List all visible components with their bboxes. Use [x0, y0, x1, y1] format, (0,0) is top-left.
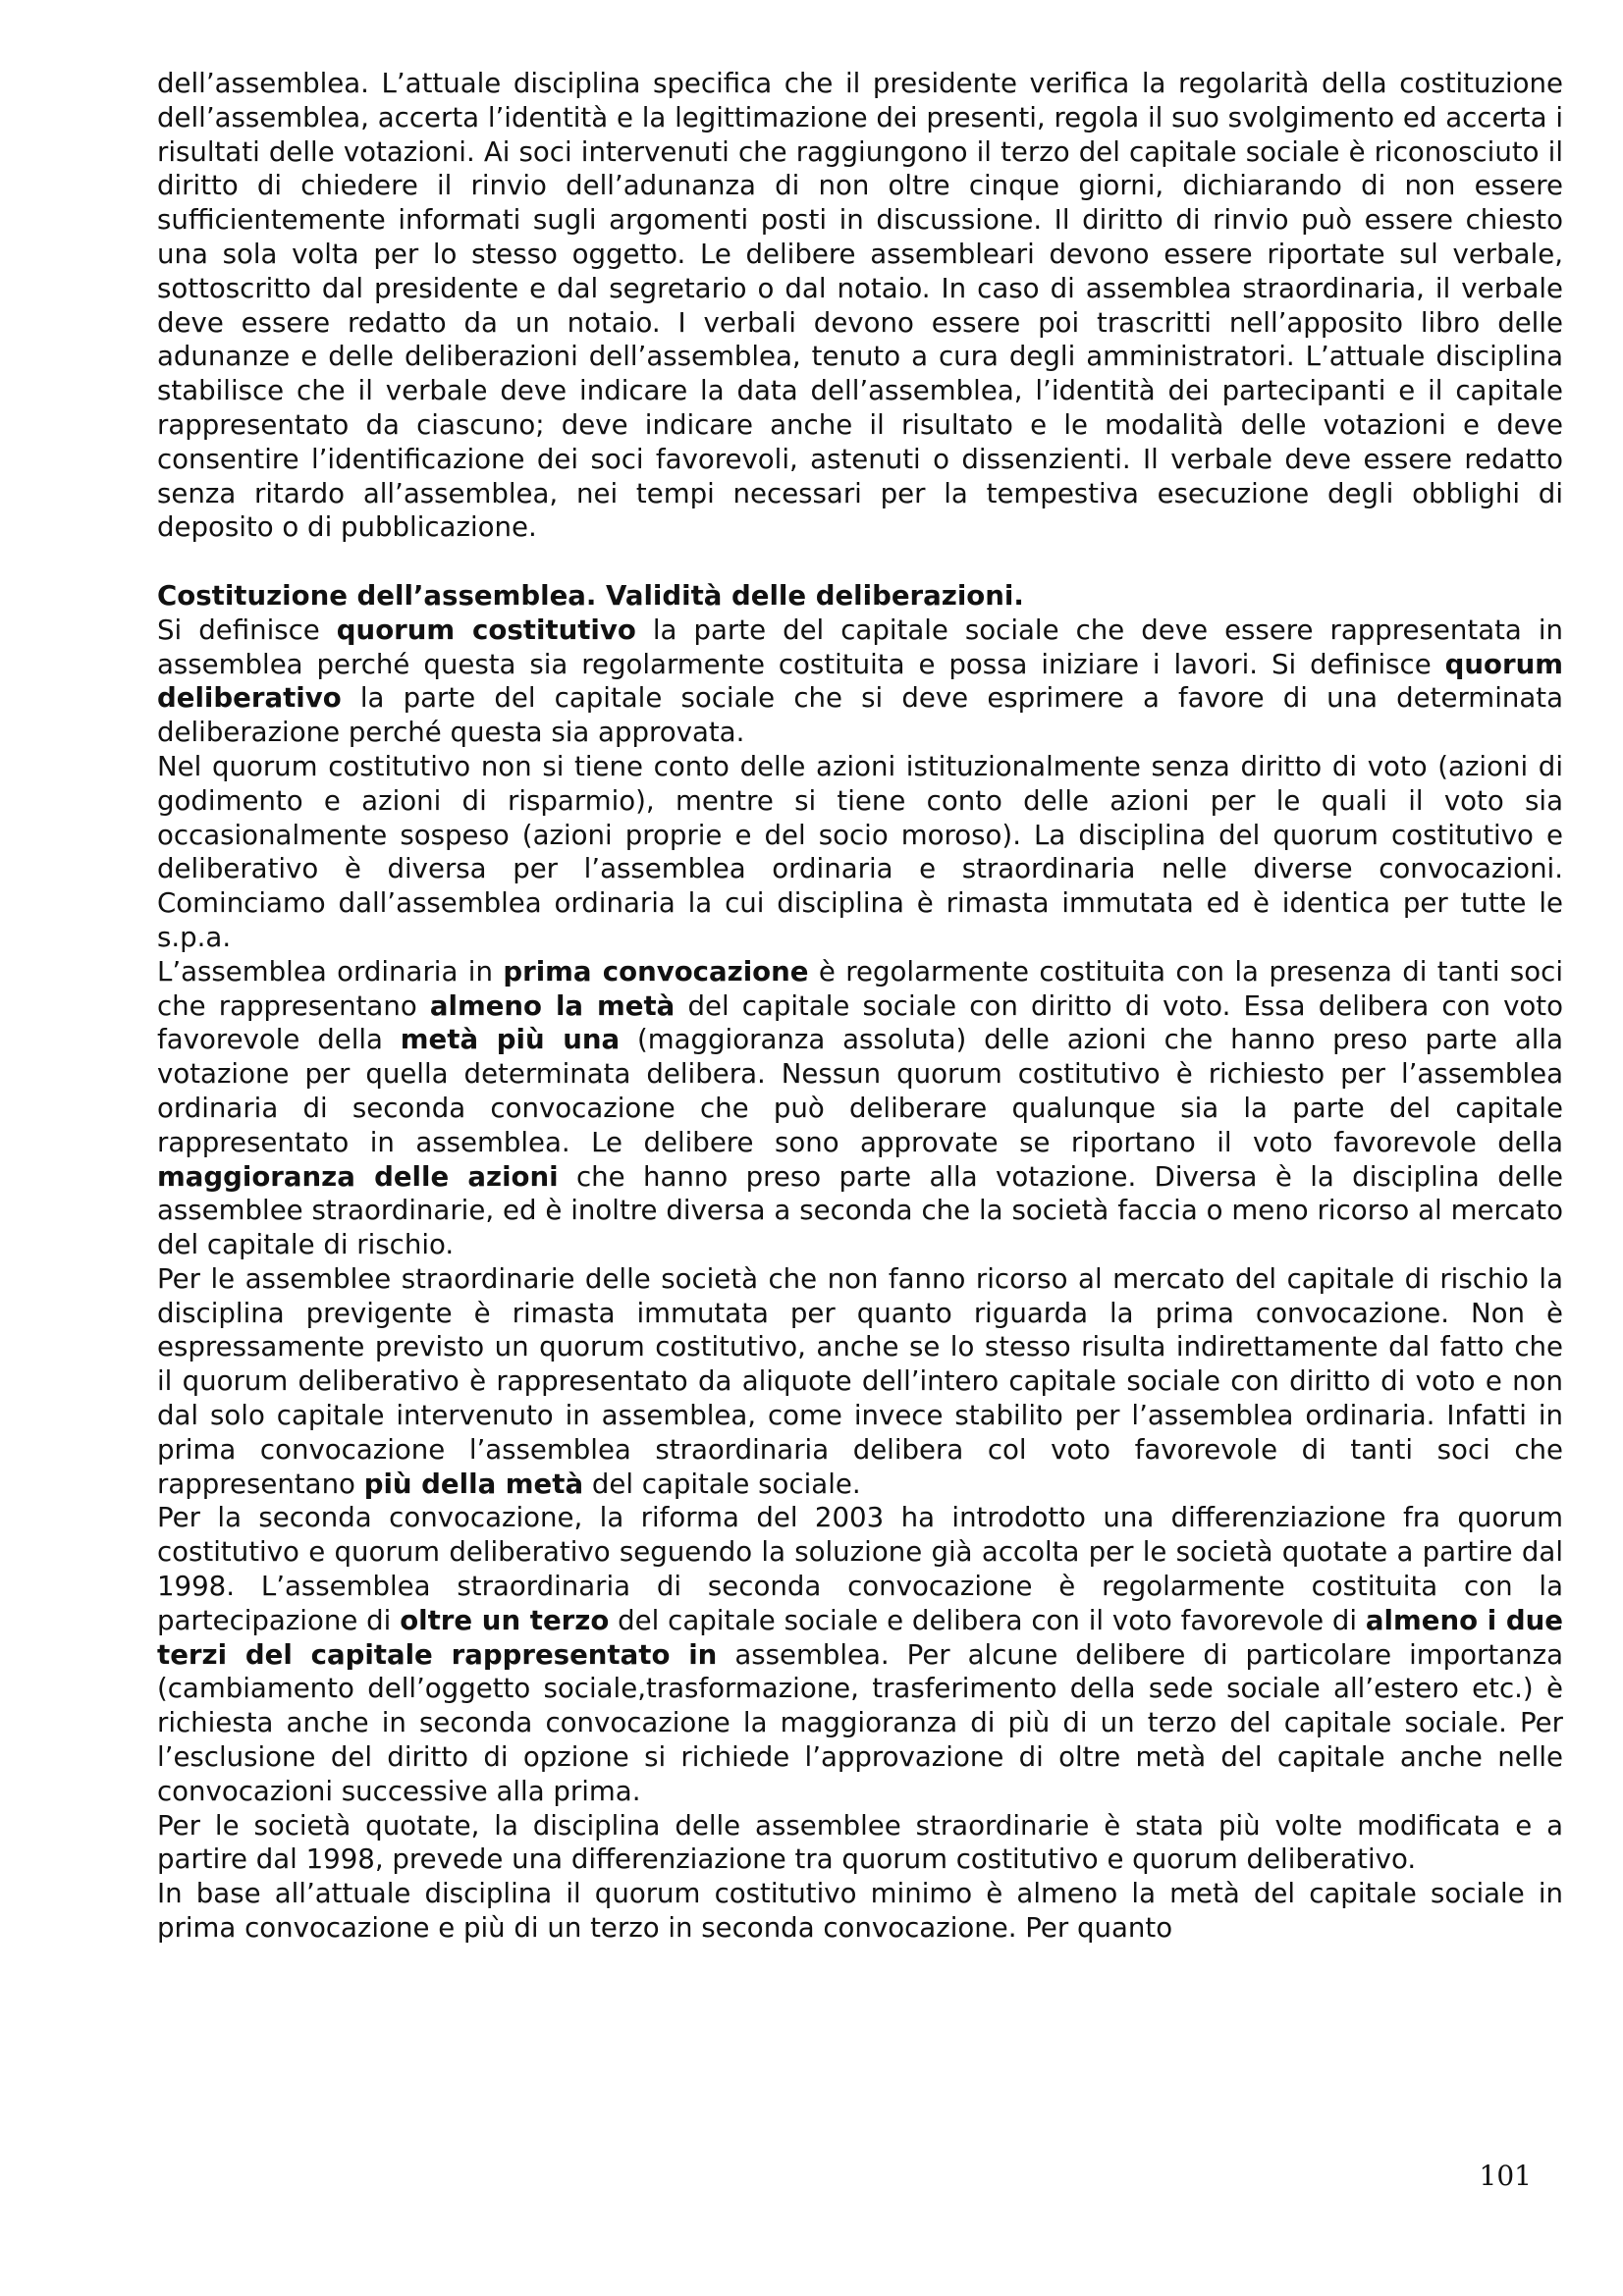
bold-term: più della metà — [363, 1467, 584, 1500]
paragraph-seconda-convocazione — [157, 1501, 1563, 1808]
bold-term: almeno i due terzi del capitale rappresentato in — [157, 1603, 1563, 1671]
paragraph-attuale-disciplina: In base all’attuale disciplina il quorum costitutivo minimo è almeno la metà del capitale sociale in prima convocazione e più di un terzo in seconda convocazione. Per quanto — [157, 1877, 1563, 1945]
intro-paragraph: dell’assemblea. L’attuale disciplina specifica che il presidente verifica la regolarità della costituzione dell’assemblea, accerta l’identità e la legittimazione dei presenti, regola il suo svolgimento ed accerta i risultati delle votazioni. Ai soci intervenuti che raggiungono il terzo del capitale sociale è riconosciuto il diritto di chiedere il rinvio dell’adunanza di non oltre cinque giorni, dichiarando di non essere sufficientemente informati sugli argomenti posti in discussione. Il diritto di rinvio può essere chiesto una sola volta per lo stesso oggetto. Le delibere assembleari devono essere riportate sul verbale, sottoscritto dal presidente e dal segretario o dal notaio. In caso di assemblea straordinaria, il verbale deve essere redatto da un notaio. I verbali devono essere poi trascritti nell’apposito libro delle adunanze e delle deliberazioni dell’assemblea, tenuto a cura degli amministratori. L’attuale disciplina stabilisce che il verbale deve indicare la data dell’assemblea, l’identità dei partecipanti e il capitale rappresentato da ciascuno; deve indicare anche il risultato e le modalità delle votazioni e deve consentire l’identificazione dei soci favorevoli, astenuti o dissenzienti. Il verbale deve essere redatto senza ritardo all’assemblea, nei tempi necessari per la tempestiva esecuzione degli obblighi di deposito o di pubblicazione. — [157, 67, 1563, 544]
bold-term: oltre un terzo — [400, 1603, 610, 1636]
paragraph-quorum-definitions — [157, 614, 1563, 750]
bold-term: quorum costitutivo — [336, 613, 636, 646]
paragraph-societa-quotate: Per le società quotate, la disciplina delle assemblee straordinarie è stata più volte modificata e a partire dal 1998, prevede una differenziazione tra quorum costitutivo e quorum deliberativo. — [157, 1808, 1563, 1876]
text-run: la parte del capitale sociale che deve essere rappresentata in assemblea perché questa sia regolarmente costituita e possa iniziare i lavori. Si definisce — [157, 613, 1564, 680]
bold-term: maggioranza delle azioni — [157, 1159, 559, 1193]
paragraph-quorum-costitutivo: Nel quorum costitutivo non si tiene conto delle azioni istituzionalmente senza diritto di voto (azioni di godimento e azioni di risparmio), mentre si tiene conto delle azioni per le quali il voto sia occasionalmente sospeso (azioni proprie e del socio moroso). La disciplina del quorum costitutivo e deliberativo è diversa per l’assemblea ordinaria e straordinaria nelle diverse convocazioni. Cominciamo dall’assemblea ordinaria la cui disciplina è rimasta immutata ed è identica per tutte le s.p.a. — [157, 749, 1563, 953]
text-run: del capitale sociale con diritto di voto. Essa delibera con voto favorevole della — [157, 988, 1564, 1056]
text-run: che hanno preso parte alla votazione. Diversa è la disciplina delle assemblee straordinarie, ed è inoltre diversa a seconda che la società faccia o meno ricorso al mercato del capitale di rischio. — [157, 1159, 1564, 1261]
text-run: assemblea. Per alcune delibere di particolare importanza (cambiamento dell’oggetto sociale,trasformazione, trasferimento della sede sociale all’estero etc.) è richiesta anche in seconda convocazione la maggioranza di più di un terzo del capitale sociale. Per l’esclusione del diritto di opzione si richiede l’approvazione di oltre metà del capitale anche nelle convocazioni successive alla prima. — [157, 1637, 1563, 1807]
section-heading: Costituzione dell’assemblea. Validità delle deliberazioni. — [157, 578, 1024, 612]
text-run: Si definisce — [157, 613, 337, 646]
bold-term: quorum deliberativo — [157, 647, 1563, 715]
text-run: L’assemblea ordinaria in — [157, 954, 504, 988]
bold-term: almeno la metà — [429, 988, 676, 1022]
text-run: Per la seconda convocazione, la riforma del 2003 ha introdotto una differenziazione fra quorum costitutivo e quorum deliberativo seguendo la soluzione già accolta per le società quotate a partire dal 1998. L’assemblea straordinaria di seconda convocazione è regolarmente costituita con la partecipazione di — [157, 1501, 1563, 1636]
page-number: 101 — [1479, 2160, 1532, 2192]
text-run: (maggioranza assoluta) delle azioni che hanno preso parte alla votazione per quella determinata delibera. Nessun quorum costitutivo è richiesto per l’assemblea ordinaria di seconda convocazione che può deliberare qualunque sia la parte del capitale rappresentato in assemblea. Le delibere sono approvate se riportano il voto favorevole della — [157, 1023, 1564, 1158]
text-run: del capitale sociale. — [583, 1467, 861, 1500]
text-run: Per le assemblee straordinarie delle società che non fanno ricorso al mercato del capitale di rischio la disciplina previgente è rimasta immutata per quanto riguarda la prima convocazione. Non è espressamente previsto un quorum costitutivo, anche se lo stesso risulta indirettamente dal fatto che il quorum deliberativo è rappresentato da aliquote dell’intero capitale sociale con diritto di voto e non dal solo capitale intervenuto in assemblea, come invece stabilito per l’assemblea ordinaria. Infatti in prima convocazione l’assemblea straordinaria delibera col voto favorevole di tanti soci che rappresentano — [157, 1261, 1563, 1500]
text-run: è regolarmente costituita con la presenza di tanti soci che rappresentano — [157, 954, 1563, 1022]
document-page — [157, 67, 1563, 1946]
text-run: del capitale sociale e delibera con il voto favorevole di — [609, 1603, 1366, 1636]
bold-term: metà più una — [400, 1023, 621, 1056]
bold-term: prima convocazione — [503, 954, 809, 988]
paragraph-assemblea-straordinaria — [157, 1262, 1563, 1502]
text-run: la parte del capitale sociale che si deve esprimere a favore di una determinata deliberazione perché questa sia approvata. — [157, 681, 1563, 749]
paragraph-assemblea-ordinaria — [157, 955, 1563, 1262]
